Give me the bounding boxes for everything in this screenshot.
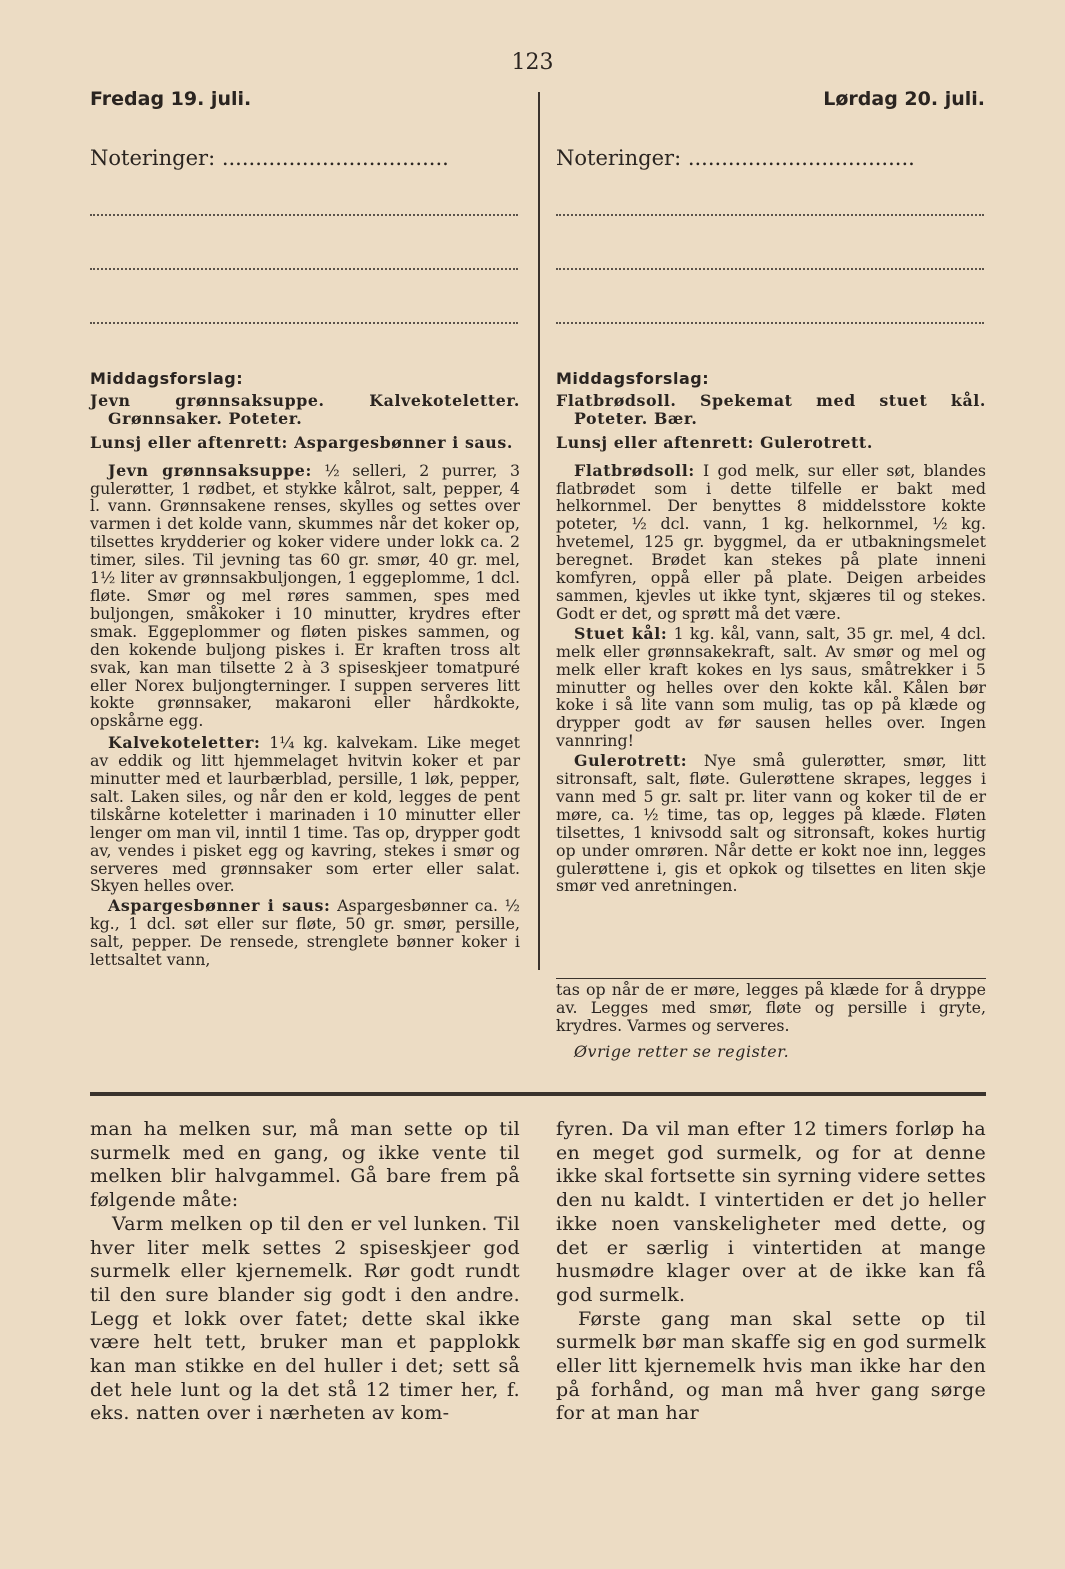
left-dotted-line <box>90 214 518 216</box>
lower-right-text <box>556 1118 986 1426</box>
right-recipe-1-text: I god melk, sur eller søt, blandes flatbrødet som i dette tilfelle er bakt med helkornmel. Der benyttes 8 middelsstore kokte poteter, ½ dcl. vann, 1 kg. helkornmel, ½ kg. hvetemel, 125 gr. byggmel, da er utbakningsmelet beregnet. Brødet kan stekes på plate inneni komfyren, oppå eller på plate. Deigen arbeides sammen, kjevles ut ikke tynt, skjæres til og stekes. Godt er det, og sprøtt må det være. <box>556 460 986 623</box>
lower-left-paragraph-2: Varm melken op til den er vel lunken. Til hver liter melk settes 2 spiseskjeer god surmelk eller kjernemelk. Rør godt rundt til den sure blander sig godt i den andre. Legg et lokk over fatet; dette skal ikke være helt tett, bruker man et papplokk kan man stikke en del huller i det; sett så det hele lunt og la det stå 12 timer her, f. eks. natten over i nærheten av kom- <box>90 1212 520 1425</box>
right-recipe-2-text: 1 kg. kål, vann, salt, 35 gr. mel, 4 dcl. melk eller grønnsakekraft, salt. Av smør og mel og melk eller kraft kokes en lys saus, småtrekker i 5 minutter og helles over den kokte kål. Kålen bør koke i så lite vann som mulig, tas op på klæde og drypper godt av før sausen helles over. Ingen vannring! <box>556 623 986 751</box>
left-recipe-1-text: ½ selleri, 2 purrer, 3 gulerøtter, 1 rødbet, et stykke kålrot, salt, pepper, 4 l. vann. Grønnsakene renses, skylles og settes over varmen i det kolde vann, skummes når det koker op, tilsettes krydderier og koker videre under lokk ca. 2 timer, siles. Til jevning tas 60 gr. smør, 40 gr. mel, 1½ liter av grønnsakbuljongen, 1 eggeplomme, 1 dcl. fløte. Smør og mel røres sammen, spes med buljongen, småkoker i 10 minutter, krydres efter smak. Eggeplommer og fløten piskes sammen, og den kokende buljong piskes i. Er kraften tross alt svak, kan man tilsette 2 à 3 spiseskjeer tomatpuré eller Norex buljongterninger. I suppen serveres litt kokte grønnsaker, makaroni eller hårdkokte, opskårne egg. <box>90 460 521 731</box>
right-recipes <box>556 370 986 895</box>
left-dinner-heading: Middagsforslag: <box>90 369 244 388</box>
column-divider <box>538 92 540 970</box>
left-recipe-1 <box>90 462 520 731</box>
right-dotted-line <box>556 214 984 216</box>
left-recipe-3-title: Aspargesbønner i saus: <box>108 896 331 916</box>
left-notes-line: Noteringer: .................................. <box>90 146 449 170</box>
left-recipe-2-title: Kalvekoteletter: <box>108 733 261 753</box>
lower-right-paragraph-2: Første gang man skal sette op til surmelk bør man skaffe sig en god surmelk eller litt kjernemelk hvis man ikke har den på forhånd, og man må hver gang sørge for at man har <box>556 1307 986 1425</box>
left-dotted-line <box>90 268 518 270</box>
page-number: 123 <box>511 50 554 75</box>
right-notes-label: Noteringer: <box>556 146 682 170</box>
left-dotted-line <box>90 322 518 324</box>
right-recipe-1-title: Flatbrødsoll: <box>574 460 695 480</box>
left-recipe-3-text: Aspargesbønner ca. ½ kg., 1 dcl. søt eller sur fløte, 50 gr. smør, persille, salt, pepper. De rensede, strenglete bønner koker i lettsaltet vann, <box>90 896 520 970</box>
lower-right-paragraph-1: fyren. Da vil man efter 12 timers forløp ha en meget god surmelk, og for at denne ikke skal fortsette sin syrning videre settes den nu kaldt. I vintertiden er det jo heller ikke noen vanskeligheter med dette, og det er særlig i vintertiden at mange husmødre klager over at de ikke kan få god surmelk. <box>556 1118 986 1306</box>
lower-left-text <box>90 1118 520 1426</box>
right-continuation-text: tas op når de er møre, legges på klæde for å dryppe av. Legges med smør, fløte og persille i gryte, krydres. Varmes og serveres. <box>556 980 986 1035</box>
right-dinner-heading: Middagsforslag: <box>556 369 710 388</box>
right-day-heading: Lørdag 20. juli. <box>823 88 985 110</box>
right-recipe-2-title: Stuet kål: <box>574 623 668 643</box>
right-recipe-3 <box>556 752 986 895</box>
other-dishes-note: Øvrige retter se register. <box>574 1041 790 1061</box>
right-recipe-1 <box>556 462 986 623</box>
right-continuation-block <box>556 978 986 1061</box>
left-recipe-2 <box>90 734 520 895</box>
right-notes-line: Noteringer: .................................. <box>556 146 915 170</box>
right-dotted-line <box>556 322 984 324</box>
left-menu-line: Jevn grønnsaksuppe. Kalvekoteletter. Grønnsaker. Poteter. <box>90 390 520 428</box>
right-recipe-3-text: Nye små gulerøtter, smør, litt sitronsaft, salt, fløte. Gulerøttene skrapes, legges i vann med 5 gr. salt pr. liter vann og koker til de er møre, ca. ½ time, tas op, legges på klæde. Fløten tilsettes, 1 knivsodd salt og sitronsaft, kokes hurtig op under omrøren. Når dette er kokt noe inn, legges gulerøttene i, gis et opkok og tilsettes en liten skje smør ved anretningen. <box>556 751 986 896</box>
left-day-heading: Fredag 19. juli. <box>90 88 252 110</box>
right-dotted-line <box>556 268 984 270</box>
right-recipe-3-title: Gulerotrett: <box>574 751 688 771</box>
right-menu-line: Flatbrødsoll. Spekemat med stuet kål. Poteter. Bær. <box>556 390 986 428</box>
right-recipe-2 <box>556 625 986 750</box>
section-divider <box>90 1092 986 1096</box>
left-recipe-3 <box>90 897 520 969</box>
left-lunch-line: Lunsj eller aftenrett: Aspargesbønner i saus. <box>90 432 513 452</box>
right-lunch-line: Lunsj eller aftenrett: Gulerotrett. <box>556 432 873 452</box>
left-recipe-2-text: 1¼ kg. kalvekam. Like meget av eddik og litt hjemmelaget hvitvin koker et par minutter med et laurbærblad, persille, 1 løk, pepper, salt. Laken siles, og når den er kold, legges de pent tilskårne koteletter i marinaden i 10 minutter eller lenger om man vil, inntil 1 time. Tas op, drypper godt av, vendes i pisket egg og kavring, stekes i smør og serveres med grønnsaker som erter eller salat. Skyen helles over. <box>90 733 520 896</box>
left-recipe-1-title: Jevn grønnsaksuppe: <box>108 460 312 480</box>
lower-left-paragraph-1: man ha melken sur, må man sette op til surmelk med en gang, og ikke vente til melken blir halvgammel. Gå bare frem på følgende måte: <box>90 1118 520 1212</box>
left-recipes <box>90 370 520 969</box>
left-notes-label: Noteringer: <box>90 146 216 170</box>
